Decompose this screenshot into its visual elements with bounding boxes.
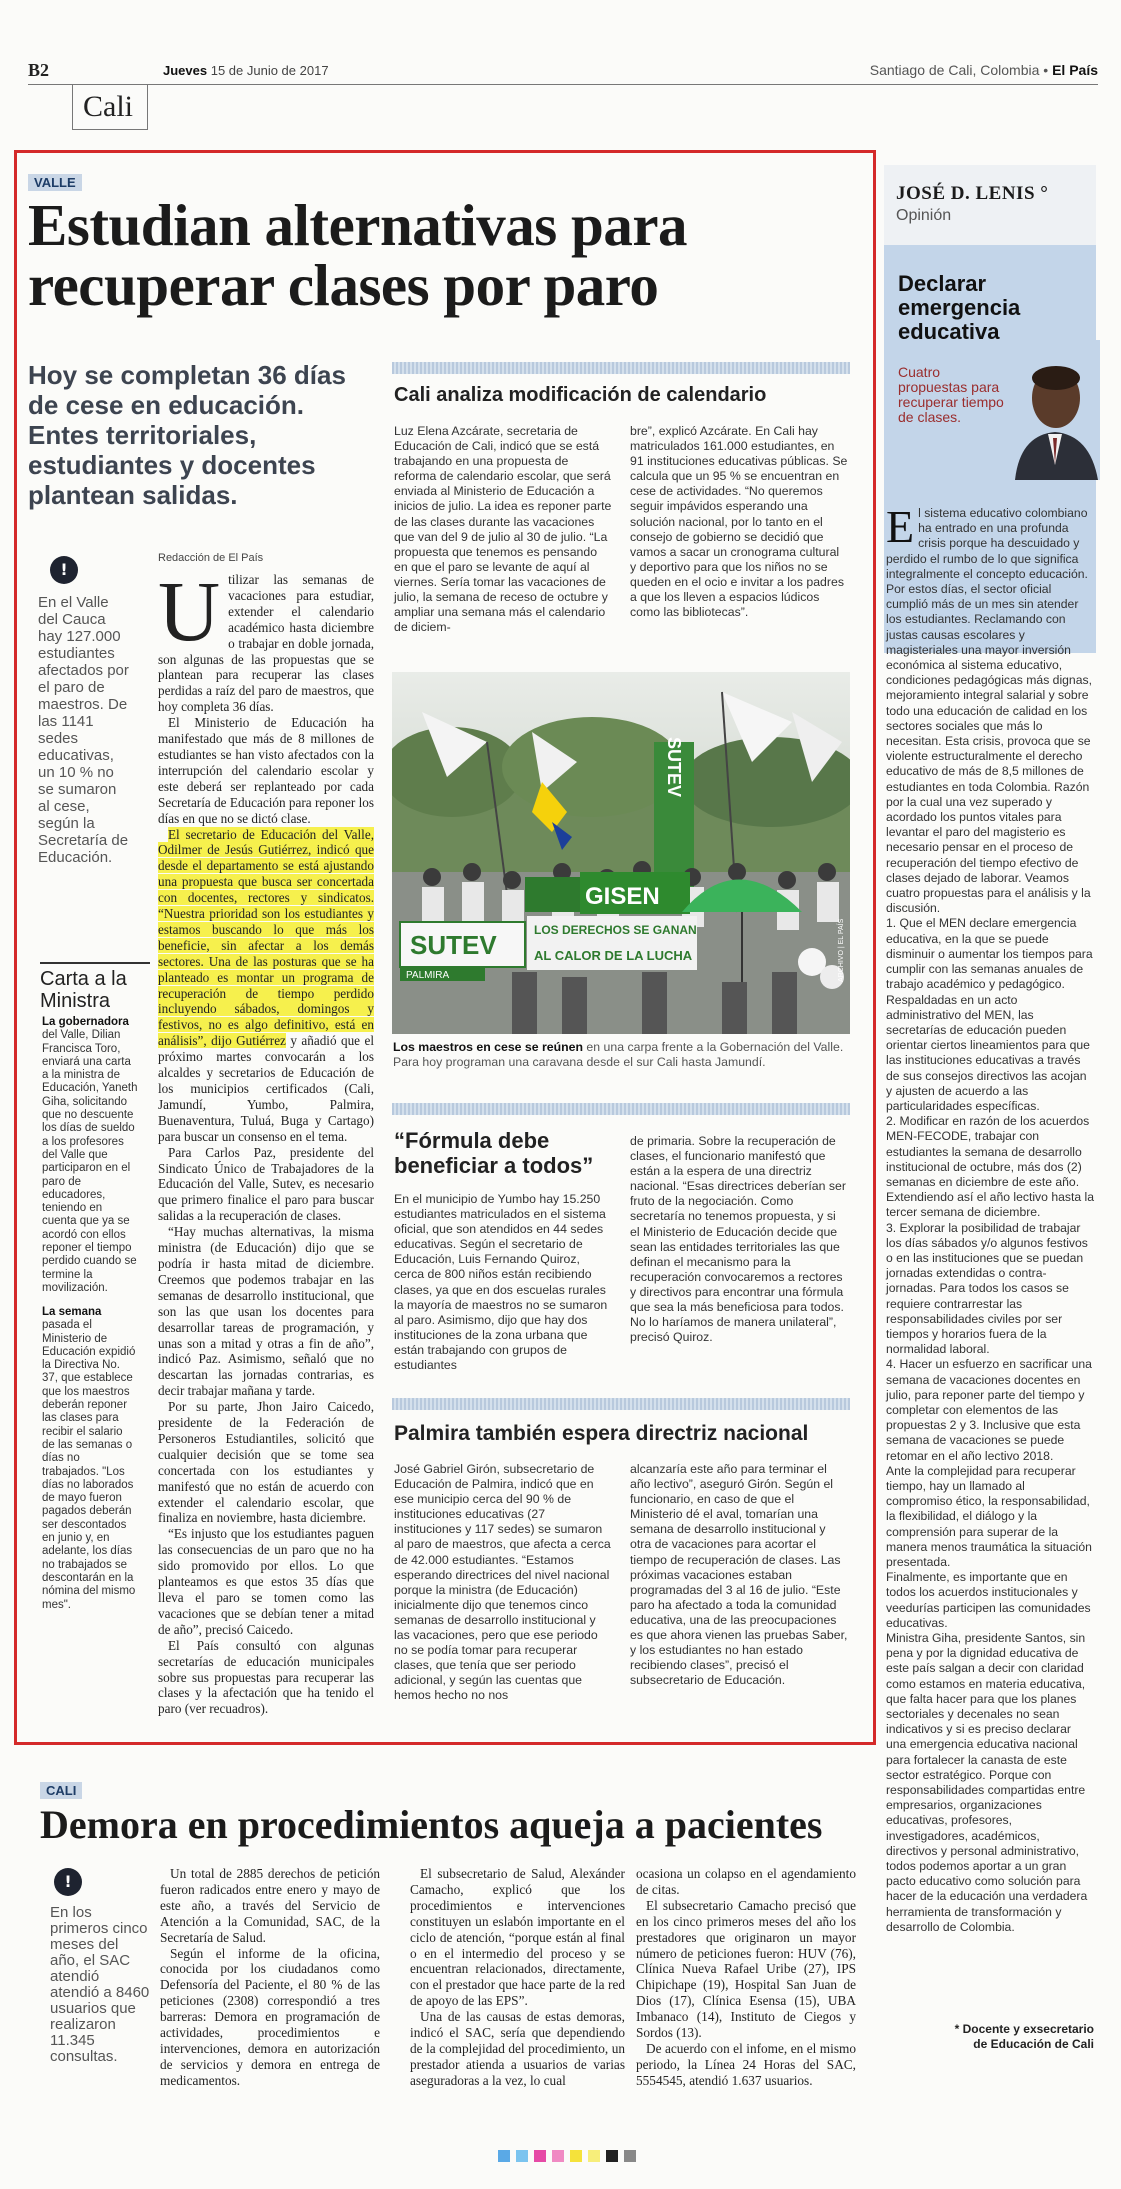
color-swatch <box>516 2150 528 2162</box>
drop-cap: E <box>886 501 915 552</box>
opinion-paragraph: 4. Hacer un esfuerzo en sacrificar una semana de vacaciones docentes en julio, para reponer parte del tiempo y completar con elementos de las propuestas 2 y 3. Inclusive que esta semana de vacaciones se puede retomar en el año lectivo 2018. <box>886 1357 1092 1463</box>
article-paragraph: El País consultó con algunas secretarías de educación municipales sobre sus propuestas para recuperar las clases y la afectación que ha tenido el paro (ver recuadros). <box>158 1637 374 1717</box>
opinion-subtitle: Cuatro propuestas para recuperar tiempo de clases. <box>898 364 1004 425</box>
drop-cap: U <box>158 563 221 659</box>
opinion-paragraph: Finalmente, es importante que en todos los acuerdos institucionales y veedurías participen las comunidades educativas. <box>886 1570 1091 1630</box>
opinion-body: El sistema educativo colombiano ha entrado en una profunda crisis porque ha descuidado y perdido el rumbo de lo que significa integralmente el concepto educación. Por estos días, el sector oficial cumplió más de un mes sin atender los estudiantes. Reclamando con justas causas escolares y magisteriales una mayor inversión económica al sistema educativo, condiciones pedagógicas más dignas, mejoramiento integral salarial y sobre todo una educación de calidad en los sectores sociales que más lo necesitan. Esta crisis, provoca que se violente estructuralmente el derecho educativo de más de 8,5 millones de estudiantes en toda Colombia. Razón por la cual una vez superado y acordado los puntos vitales para levantar el paro del magisterio es necesario pensar en el proceso de recuperación del tiempo efectivo de clases dejado de laborar. Veamos cuatro propuestas para el análisis y la discusión. 1. Que el MEN declare emergencia educativa, en la que se puede disminuir o aumentar los tiempos para cumplir con las semanas anuales de trabajo académico y pedagógico. Respaldadas en un acto administrativo del MEN, las secretarías de educación pueden orientar ciertos lineamientos para que las instituciones educativas a través de sus consejos directivos las acojan y ajusten de acuerdo a las particularidades específicas. 2. Modificar en razón de los acuerdos MEN-FECODE, trabajar con estudiantes la semana de desarrollo institucional de octubre, más dos (2) semanas en diciembre de este año. Extendiendo así el año lectivo hasta la tercer semana de diciembre. 3. Explorar la posibilidad de trabajar los días sábados y/o algunos festivos o en las instituciones que se puedan jornadas extendidas o contra-jornadas. Para todos los casos se requiere contrarrestar las responsabilidades civiles por ser tiempos y horarios fuera de la normalidad laboral. 4. Hacer un esfuerzo en sacrificar una semana de vacaciones docentes en julio, para reponer parte del tiempo y completar con elementos de las propuestas 2 y 3. Inclusive que esta semana de vacaciones se puede retomar en el año lectivo 2018. Ante la complejidad para recuperar tiempo, hay un llamado al compromiso ético, la responsabilidad, la flexibilidad, el diálogo y la comprensión para superar de la manera menos traumática la situación presentada. Finalmente, es importante que en todos los acuerdos institucionales y veedurías participen las comunidades educativas. Ministra Giha, presidente Santos, sin pena y por la dignidad educativa de este país salgan a decir con claridad como estamos en materia educativa, que falta hacer para que los planes sectoriales y decenales no sean indicativos y si es preciso declarar una emergencia educativa nacional para fortalecer la canasta de este sector estratégico. Porque con responsabilidades compartidas entre empresarios, organizaciones educativas, profesores, investigadores, académicos, directivos y personal administrativo, todos podemos aportar a un gran pacto educativo como solución para hacer de la educación una verdadera herramienta de transformación y desarrollo de Colombia. <box>886 501 1095 1934</box>
color-swatch <box>624 2150 636 2162</box>
article-paragraph: “Es injusto que los estudiantes paguen las consecuencias de un paro que no ha sido promovido por ellos. Lo que planteamos es que estos 35 días que lleva el paro se tomen como las vacaciones que se debían tener a mitad de año”, precisó Caicedo. <box>158 1526 374 1637</box>
opinion-paragraph: Por estos días, el sector oficial cumplió más de un mes sin atender los estudiantes. Reclamando con justas causas escolares y magisteriales una mayor inversión económica al sistema educativo, condiciones pedagógicas más dignas, mejoramiento integral salarial y sobre todo una educación de calidad en los sectores sociales que más lo necesitan. Esta crisis, provoca que se violente estructuralmente el derecho educativo de más de 8,5 millones de estudiantes en toda Colombia. Razón por la cual una vez superado y acordado los puntos vitales para levantar el paro del magisterio es necesario pensar en el proceso de recuperación del tiempo efectivo de clases dejado de laborar. Veamos cuatro propuestas para el análisis y la discusión. <box>886 582 1092 916</box>
bottom-fact: En los primeros cinco meses del año, el SAC atendió atendió a 8460 usuarios que realizaron 11.345 consultas. <box>50 1904 150 2065</box>
banner-text: GISEN <box>585 883 660 910</box>
color-swatch <box>534 2150 546 2162</box>
box-column: alcanzaría este año para terminar el año lectivo”, aseguró Girón. Según el funcionario, en caso de que el Ministerio dé el aval, tomarían una semana de desarrollo institucional y otra de vacaciones para acortar el tiempo de recuperación de clases. Las próximas vacaciones estaban programadas del 3 al 16 de julio. “Este paro ha afectado a toda la comunidad educativa, una de las preocupaciones es que ahora vienen las pruebas Saber, y los estudiantes no han estado recibiendo clases”, precisó el subsecretario de Educación. <box>630 1462 848 1688</box>
box-title: “Fórmula debe beneficiar a todos” <box>394 1128 594 1178</box>
banner-text: SUTEV <box>410 930 497 960</box>
banner-text: AL CALOR DE LA LUCHA <box>534 948 693 963</box>
info-icon: ! <box>54 1868 82 1896</box>
box-column: Luz Elena Azcárate, secretaria de Educación de Cali, indicó que se está trabajando en una propuesta de reforma de calendario escolar, que será enviada al Ministerio de Educación a inicios de julio. La idea es reponer parte de las clases durante las vacaciones que van del 9 de julio al 30 de julio. “La propuesta que tenemos es pensando en que el paro se levante de aquí al viernes. Sería tomar las vacaciones de julio, la semana de receso de octubre y ampliar una semana más el calendario de diciem- <box>394 424 612 635</box>
opinion-paragraph: Ante la complejidad para recuperar tiempo, hay un llamado al compromiso ético, la responsabilidad, la flexibilidad, el diálogo y la comprensión para superar de la manera menos traumática la situación presentada. <box>886 1463 1092 1570</box>
byline: Redacción de El País <box>158 552 264 564</box>
color-swatch <box>552 2150 564 2162</box>
info-icon: ! <box>50 556 78 584</box>
author-portrait-illustration <box>1010 340 1100 480</box>
box-column: En el municipio de Yumbo hay 15.250 estudiantes matriculados en el sistema oficial, que son atendidos en 44 sedes educativas. Según el secretario de Educación, Luis Fernando Quiroz, cerca de 800 niños están recibiendo clases, ya que en dos escuelas rurales la mayoría de maestros no se sumaron al paro. Asimismo, dijo que hay dos instituciones de la zona urbana que están trabajando con grupos de estudiantes <box>394 1192 608 1373</box>
sidebar-paragraph: La gobernadora del Valle, Dilian Francisca Toro, enviará una carta a la ministra de Educación, Yaneth Giha, solicitando que no descuente los días de sueldo a los profesores del Valle que participaron en el paro de educadores, teniendo en cuenta que ya se acordó con ellos reponer el tiempo perdido cuando se termine la movilización. <box>42 1016 138 1294</box>
opinion-author: JOSÉ D. LENIS ° <box>896 183 1049 204</box>
color-registration-strip <box>498 2150 636 2162</box>
photo-caption: Los maestros en cese se reúnen en una carpa frente a la Gobernación del Valle. Para hoy programan una caravana desde el sur Cali hasta Jamundí. <box>393 1040 844 1069</box>
article-body: Utilizar las semanas de vacaciones para estudiar, extender el calendario académico hasta diciembre o trabajar en doble jornada, son algunas de las propuestas que se plantean para recuperar las clases perdidas a raíz del paro de maestros, que hoy completa 36 días. El Ministerio de Educación ha manifestado que más de 8 millones de estudiantes se han visto afectados con la interrupción del calendario escolar y este deberá ser replanteado por cada Secretaría de Educación para reponer los días en que no se dictó clase. El secretario de Educación del Valle, Odilmer de Jesús Gutiérrez, indicó que desde el departamento se está ajustando una propuesta que busca ser concertada con docentes, rectores y sindicatos. “Nuestra prioridad son los estudiantes y estamos buscando lo que más los beneficie, sin afectar a los demás sectores. Una de las posturas que se ha planteado es montar un programa de recuperación de tiempo perdido incluyendo sábados, domingos y festivos, no es algo definitivo, está en análisis”, dijo Gutiérrez y añadió que el próximo martes convocarán a los alcaldes y secretarios de Educación de los municipios certificados (Cali, Jamundí, Yumbo, Palmira, Buenaventura, Tuluá, Buga y Cartago) para buscar un consenso en el tema. Para Carlos Paz, presidente del Sindicato Único de Trabajadores de la Educación del Valle, Sutev, es necesario que primero finalice el paro para buscar salidas a la recuperación de clases. “Hay muchas alternativas, la misma ministra (de Educación) dijo que se podría ir hasta mitad de diciembre. Creemos que podemos trabajar en las semanas de desarrollo institucional, que son las que usan los docentes para desarrollar tareas de programación, y unas son a mitad y otras a fin de año”, indicó Paz. Asimismo, señaló que no descartan las jornadas contrarias, es decir trabajar mañana y tarde. Por su parte, Jhon Jairo Caicedo, presidente de la Federación de Personeros Estudiantiles, solicitó que cualquier decisión que se tome sea concertada con los estudiantes y manifestó que no están de acuerdo con extender el calendario escolar, que finaliza en noviembre, hasta diciembre. “Es injusto que los estudiantes paguen las consecuencias de un paro que no ha sido promovido por ellos. Lo que planteamos es que estos 35 días que lleva el paro se tomen como las vacaciones que se debían tener a mitad de año”, precisó Caicedo. El País consultó con algunas secretarías de educación municipales sobre sus propuestas para recuperar las clases y la afectación que ha tenido el paro (ver recuadros). <box>158 563 374 1717</box>
masthead-location: Santiago de Cali, Colombia • El País <box>869 62 1098 78</box>
article-paragraph: Para Carlos Paz, presidente del Sindicato Único de Trabajadores de la Educación del Valle, Sutev, es necesario que primero finalice el paro para buscar salidas a la recuperación de clases. <box>158 1144 374 1224</box>
opinion-paragraph: Ministra Giha, presidente Santos, sin pena y por la dignidad educativa de este país salgan a decir con claridad como estamos en materia educativa, que falta hacer para que los planes sectoriales y decenales no sean indicativos y si es preciso declarar una emergencia educativa nacional para fortalecer la canasta de este sector estratégico. Porque con responsabilidades compartidas entre empresarios, organizaciones educativas, profesores, investigadores, académicos, directivos y personal administrativo, todos podemos aportar a un gran pacto educativo como solución para hacer de la educación una verdadera herramienta de transformación y desarrollo de Colombia. <box>886 1631 1088 1934</box>
banner-text: LOS DERECHOS SE GANAN <box>534 923 697 937</box>
article-paragraph: El secretario de Educación del Valle, Odilmer de Jesús Gutiérrez, indicó que desde el departamento se está ajustando una propuesta que busca ser concertada con docentes, rectores y sindicatos. “Nuestra prioridad son los estudiantes y estamos buscando lo que más los beneficie, sin afectar a los demás sectores. Una de las posturas que se ha planteado es montar un programa de recuperación de tiempo perdido incluyendo sábados, domingos y festivos, no es algo definitivo, está en análisis”, dijo Gutiérrez y añadió que el próximo martes convocarán a los alcaldes y secretarios de Educación de los municipios certificados (Cali, Jamundí, Yumbo, Palmira, Buenaventura, Tuluá, Buga y Cartago) para buscar un consenso en el tema. <box>158 826 374 1144</box>
box-bar <box>392 1398 850 1410</box>
box-title: Cali analiza modificación de calendario <box>394 384 767 406</box>
opinion-signature: * Docente y exsecretario de Educación de Cali <box>954 2022 1094 2051</box>
bottom-headline: Demora en procedimientos aqueja a pacientes <box>40 1802 823 1847</box>
opinion-title: Declarar emergencia educativa <box>898 271 1021 344</box>
article-deck: Hoy se completan 36 días de cese en educación. Entes territoriales, estudiantes y docentes plantean salidas. <box>28 360 346 510</box>
article-headline: Estudian alternativas para recuperar clases por paro <box>28 192 688 318</box>
bottom-column: ocasiona un colapso en el agendamiento de citas. El subsecretario Camacho precisó que en los cinco primeros meses del año los prestadores que originaron un mayor número de peticiones fueron: HUV (76), Clínica Nueva Rafael Uribe (27), IPS Chipichape (19), Hospital San Juan de Dios (17), Clínica Esensa (15), UBA Imbanaco (14), Instituto de Ciegos y Sordos (13). De acuerdo con el infome, en el mismo periodo, la Línea 24 Horas del SAC, 5554545, atendió 1.637 usuarios. <box>636 1866 856 2088</box>
article-paragraph: Por su parte, Jhon Jairo Caicedo, presidente de la Federación de Personeros Estudiantiles, solicitó que cualquier decisión que se tome sea concertada con los estudiantes y manifestó que no están de acuerdo con extender el calendario escolar, que finaliza en noviembre, hasta diciembre. <box>158 1399 374 1526</box>
side-fact: En el Valle del Cauca hay 127.000 estudiantes afectados por el paro de maestros. De las 1141 sedes educativas, un 10 % no se sumaron al cese, según la Secretaría de Educación. <box>38 594 129 866</box>
issue-date: Jueves 15 de Junio de 2017 <box>163 63 329 78</box>
article-paragraph: El Ministerio de Educación ha manifestado que más de 8 millones de estudiantes se han visto afectados con la interrupción del calendario escolar y este deberá ser replanteado por cada Secretaría de Educación para reponer los días en que no se dictó clase. <box>158 715 374 826</box>
photo-credit: ARCHIVO | EL PAÍS <box>838 918 845 982</box>
opinion-paragraph: 2. Modificar en razón de los acuerdos MEN-FECODE, trabajar con estudiantes la semana de desarrollo institucional de octubre, más dos (2) semanas en diciembre de este año. Extendiendo así el año lectivo hasta la tercer semana de diciembre. <box>886 1114 1095 1220</box>
section-tab: Cali <box>72 84 148 130</box>
article-paragraph: “Hay muchas alternativas, la misma ministra (de Educación) dijo que se podría ir hasta mitad de diciembre. Creemos que podemos trabajar en las semanas de desarrollo institucional, que son las que usan los docentes para desarrollar tareas de programación, y unas son a mitad y otras a fin de año”, indicó Paz. Asimismo, señaló que no descartan las jornadas contrarias, es decir trabajar mañana y tarde. <box>158 1224 374 1399</box>
color-swatch <box>606 2150 618 2162</box>
color-swatch <box>498 2150 510 2162</box>
color-swatch <box>588 2150 600 2162</box>
article-kicker: VALLE <box>28 174 82 191</box>
banner-text: SUTEV <box>664 736 684 798</box>
box-bar <box>392 1103 850 1115</box>
opinion-header <box>884 165 1096 245</box>
box-column: de primaria. Sobre la recuperación de clases, el funcionario manifestó que están a la espera de una directriz nacional. “Esas directrices deberían ser fruto de la negociación. Como secretaría no tenemos propuesta, y si el Ministerio de Educación decide que sean las entidades territoriales las que definan el mecanismo para la recuperación convocaremos a rectores y directivos para encontrar una fórmula que sea la más beneficiosa para todos. No lo haríamos de manera unilateral”, precisó Quiroz. <box>630 1134 846 1345</box>
protest-photo <box>392 672 850 1034</box>
color-swatch <box>570 2150 582 2162</box>
box-bar <box>392 362 850 374</box>
box-title: Palmira también espera directriz nacional <box>394 1422 809 1445</box>
opinion-paragraph: 3. Explorar la posibilidad de trabajar los días sábados y/o algunos festivos o en las instituciones que se puedan jornadas extendidas o contra-jornadas. Para todos los casos se requiere contrarrestar las responsabilidades civiles por ser tiempos y horarios fuera de la normalidad laboral. <box>886 1220 1088 1357</box>
author-portrait <box>1010 340 1100 480</box>
box-column: José Gabriel Girón, subsecretario de Educación de Palmira, indicó que en ese municipio cerca del 90 % de instituciones educativas (27 instituciones y 117 sedes) se sumaron al paro de maestros, que afecta a cerca de 42.000 estudiantes. “Estamos esperando directrices del nivel nacional porque la ministra (de Educación) inicialmente dijo que tenemos cinco semanas de desarrollo institucional y las vacaciones, pero que ese periodo no se podía tomar para recuperar clases, que tenía que ser periodo adicional, y según las cuentas que hemos hecho no nos <box>394 1462 611 1703</box>
protest-photo-illustration <box>392 672 850 1034</box>
bottom-column: Un total de 2885 derechos de petición fueron radicados entre enero y mayo de este año, a través del Servicio de Atención a la Comunidad, SAC, de la Secretaría de Salud. Según el informe de la oficina, conocida por los ciudadanos como Defensoría del Paciente, el 80 % de las peticiones (2308) correspondió a tres barreras: Demora en programación de actividades, procedimientos e intervenciones, demora en autorización de servicios y demora en entrega de medicamentos. <box>160 1866 380 2088</box>
sidebar-title: Carta a la Ministra <box>40 962 150 1012</box>
opinion-label: Opinión <box>896 207 952 224</box>
sidebar-paragraph: La semana pasada el Ministerio de Educación expidió la Directiva No. 37, que establece que los maestros deberán reponer las clases para recibir el salario de las semanas o días no trabajados. "Los días no laborados de mayo fueron pagados deberán ser descontados en junio y, en adelante, los días no trabajados se descontarán en la nómina del mismo mes". <box>42 1306 136 1611</box>
banner-text: PALMIRA <box>406 970 450 981</box>
masthead-rule <box>28 84 1098 85</box>
box-column: bre”, explicó Azcárate. En Cali hay matriculados 161.000 estudiantes, en 91 instituciones educativas públicas. Se calcula que un 95 % se encuentran en cese de actividades. “No queremos seguir impávidos esperando una solución nacional, por lo tanto en el consejo de gobierno se decidió que vamos a sacar un cronograma cultural y deportivo para que los niños no se queden en el ocio e invitar a los padres a que los lleven a espacios lúdicos como las bibliotecas”. <box>630 424 848 620</box>
bottom-column: El subsecretario de Salud, Alexánder Camacho, explicó que los procedimientos e intervenciones constituyen un eslabón importante en el ciclo de atención, “porque están al final o en el intermedio del proceso y se encuentran relacionados, directamente, con el prestador que hace parte de la red de apoyo de las EPS”. Una de las causas de estas demoras, indicó el SAC, sería que dependiendo de la complejidad del procedimiento, un prestador atienda a usuarios de varias aseguradoras a la vez, lo cual <box>410 1866 625 2088</box>
page-number: B2 <box>28 60 50 80</box>
opinion-paragraph: 1. Que el MEN declare emergencia educativa, en la que se puede disminuir o aumentar los tiempos para cumplir con las semanas anuales de trabajo académico y pedagógico. Respaldadas en un acto administrativo del MEN, las secretarías de educación pueden orientar ciertos lineamientos para que las instituciones educativas a través de sus consejos directivos las acojan y ajusten de acuerdo a las particularidades específicas. <box>886 916 1093 1113</box>
highlighted-text: El secretario de Educación del Valle, Odilmer de Jesús Gutiérrez, indicó que desde el departamento se está ajustando una propuesta que busca ser concertada con docentes, rectores y sindicatos. “Nuestra prioridad son los estudiantes y estamos buscando lo que más los beneficie, sin afectar a los demás sectores. Una de las posturas que se ha planteado es montar un programa de recuperación de tiempo perdido incluyendo sábados, domingos y festivos, no es algo definitivo, está en análisis”, dijo Gutiérrez <box>158 826 374 1049</box>
masthead <box>28 60 1098 80</box>
bottom-kicker: CALI <box>40 1782 82 1799</box>
